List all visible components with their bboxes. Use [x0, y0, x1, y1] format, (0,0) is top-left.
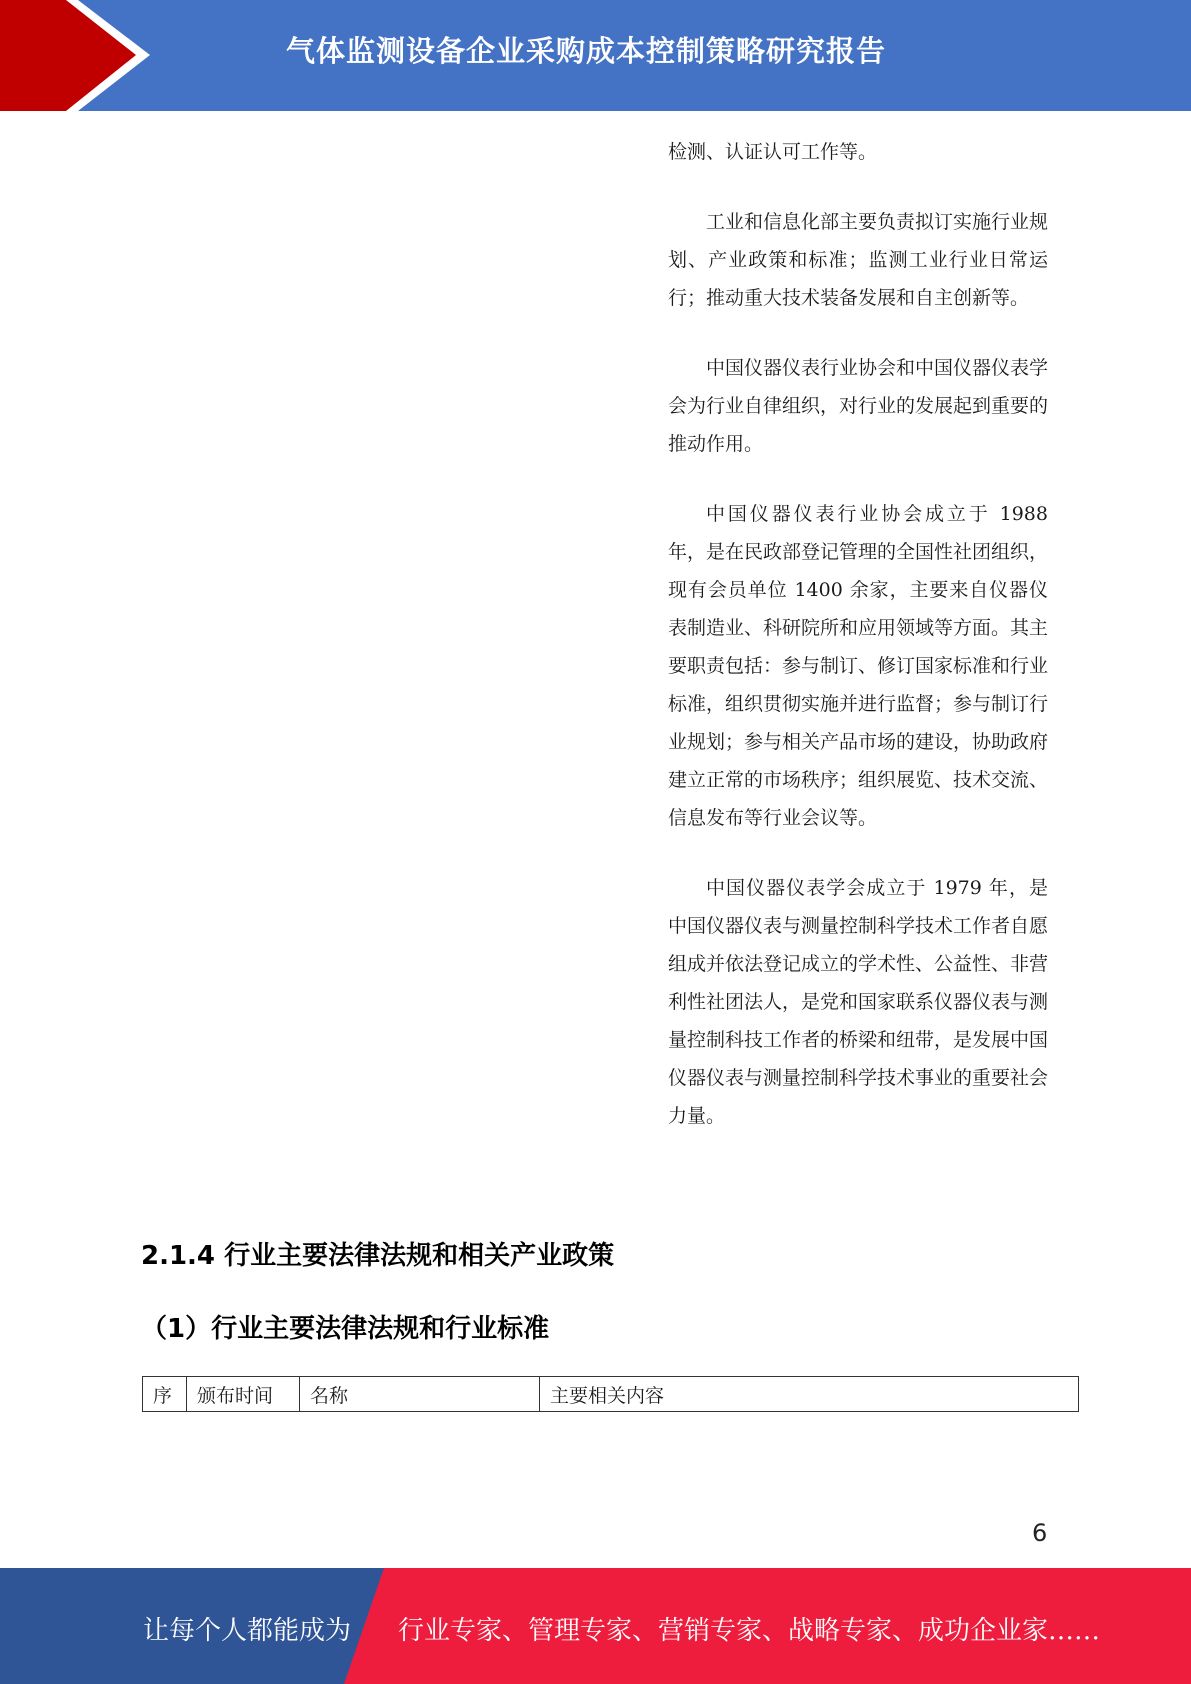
section-heading: 2.1.4 行业主要法律法规和相关产业政策 [141, 1241, 615, 1271]
body-paragraph: 工业和信息化部主要负责拟订实施行业规划、产业政策和标准；监测工业行业日常运行；推动重大技术装备发展和自主创新等。 [668, 211, 1049, 309]
table-header-row [143, 1377, 1079, 1412]
body-paragraph: 检测、认证认可工作等。 [668, 141, 878, 163]
table-header-cell: 名称 [300, 1377, 540, 1412]
page-footer [0, 1568, 1191, 1684]
regulations-table [142, 1376, 1079, 1412]
report-title: 气体监测设备企业采购成本控制策略研究报告 [286, 34, 887, 68]
table-header-cell: 主要相关内容 [540, 1377, 1079, 1412]
table-header-cell: 颁布时间 [187, 1377, 300, 1412]
body-paragraph: 中国仪器仪表行业协会成立于 1988 年，是在民政部登记管理的全国性社团组织，现有会员单位 1400 余家，主要来自仪器仪表制造业、科研院所和应用领域等方面。其主要职责包括：参与制订、修订国家标准和行业标准，组织贯彻实施并进行监督；参与制订行业规划；参与相关产品市场的建设，协助政府建立正常的市场秩序；组织展览、技术交流、信息发布等行业会议等。 [668, 503, 1049, 829]
page-header [0, 0, 1191, 111]
subsection-heading: （1）行业主要法律法规和行业标准 [141, 1314, 550, 1344]
page-number: 6 [1032, 1519, 1048, 1547]
body-text-column [668, 133, 1048, 1167]
table-header-cell: 序 [143, 1377, 187, 1412]
footer-slogan-right: 行业专家、管理专家、营销专家、战略专家、成功企业家…… [398, 1616, 1101, 1646]
footer-slogan-left: 让每个人都能成为 [143, 1616, 352, 1646]
body-paragraph: 中国仪器仪表学会成立于 1979 年，是中国仪器仪表与测量控制科学技术工作者自愿组成并依法登记成立的学术性、公益性、非营利性社团法人，是党和国家联系仪器仪表与测量控制科技工作者的桥梁和纽带，是发展中国仪器仪表与测量控制科学技术事业的重要社会力量。 [668, 877, 1049, 1127]
body-paragraph: 中国仪器仪表行业协会和中国仪器仪表学会为行业自律组织，对行业的发展起到重要的推动作用。 [668, 357, 1049, 455]
